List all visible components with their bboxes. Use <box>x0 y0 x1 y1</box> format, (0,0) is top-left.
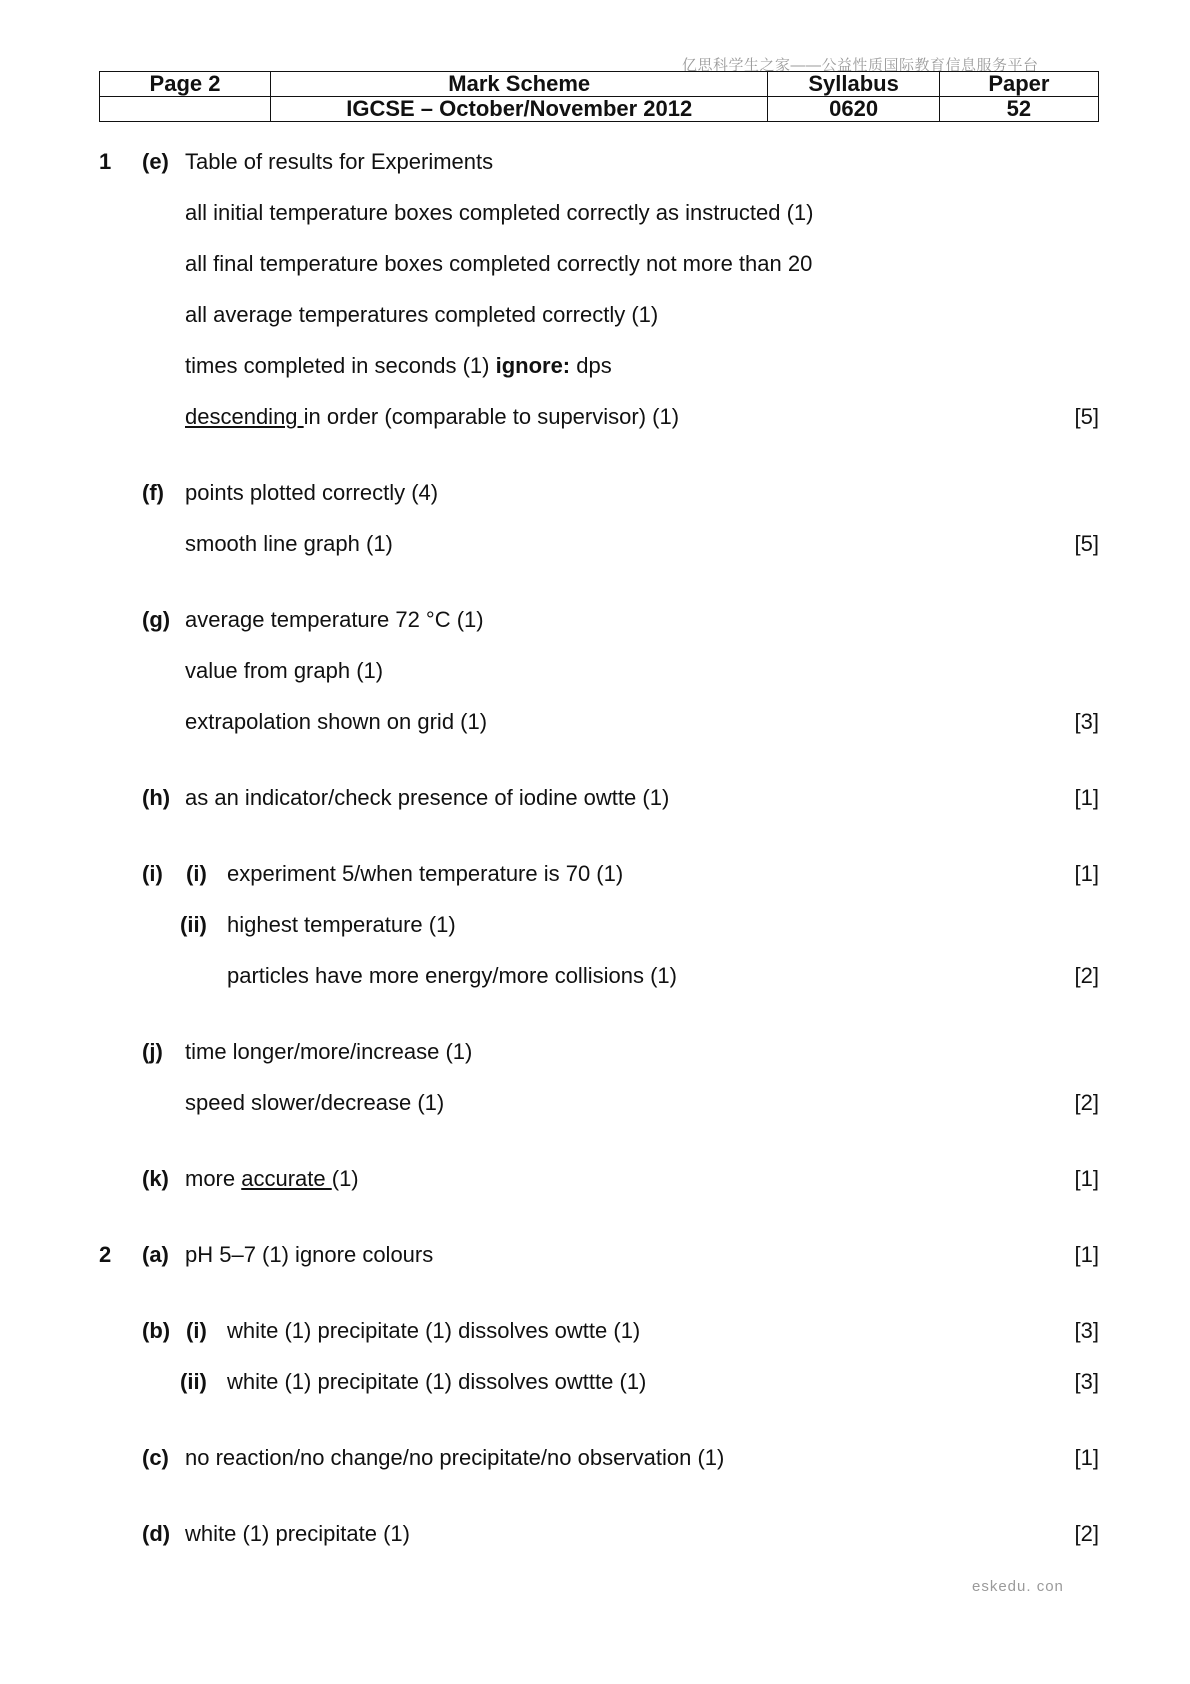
q1-e-row-6 <box>0 402 1190 432</box>
q1-g-row-1 <box>0 605 1190 635</box>
subpart-label: (ii) <box>180 1369 207 1394</box>
answer-text: all initial temperature boxes completed correctly as instructed (1) <box>185 200 814 225</box>
q2-c-row-1 <box>0 1443 1190 1473</box>
header-title: Mark Scheme <box>271 72 768 97</box>
header-exam: IGCSE – October/November 2012 <box>271 97 768 122</box>
header-paper-label: Paper <box>939 72 1098 97</box>
part-label: (k) <box>142 1166 169 1191</box>
answer-text <box>185 402 679 432</box>
answer-text: extrapolation shown on grid (1) <box>185 709 488 734</box>
answer-text <box>185 351 612 381</box>
mark-allocation: [5] <box>1074 531 1099 556</box>
q1-j-row-2 <box>0 1088 1190 1118</box>
q1-i-row-2 <box>0 910 1190 940</box>
q1-h-row-1 <box>0 783 1190 813</box>
header-page: Page 2 <box>100 72 271 97</box>
answer-text-part: (1) <box>331 1166 359 1191</box>
answer-text: Table of results for Experiments <box>185 149 494 174</box>
mark-allocation: [2] <box>1074 963 1099 988</box>
answer-text: smooth line graph (1) <box>185 531 393 556</box>
answer-text: highest temperature (1) <box>227 912 456 937</box>
q1-i-row-3 <box>0 961 1190 991</box>
answer-text: as an indicator/check presence of iodine owtte (1) <box>185 785 670 810</box>
header-table <box>99 71 1099 122</box>
q2-a-row-1 <box>0 1240 1190 1270</box>
q1-e-row-4 <box>0 300 1190 330</box>
subpart-label: (i) <box>186 861 207 886</box>
part-label: (f) <box>142 480 164 505</box>
part-label: (d) <box>142 1521 171 1546</box>
answer-text: all final temperature boxes completed correctly not more than 20 <box>185 251 813 276</box>
answer-text: white (1) precipitate (1) dissolves owttte (1) <box>227 1369 647 1394</box>
q1-i-row-1 <box>0 859 1190 889</box>
answer-text-part: in order (comparable to supervisor) (1) <box>303 404 680 429</box>
part-label: (e) <box>142 149 169 174</box>
part-label: (h) <box>142 785 171 810</box>
part-label: (a) <box>142 1242 169 1267</box>
underlined-keyword: accurate <box>241 1166 332 1191</box>
part-label: (i) <box>142 861 163 886</box>
q1-f-row-2 <box>0 529 1190 559</box>
mark-allocation: [5] <box>1074 404 1099 429</box>
underlined-keyword: descending <box>185 404 304 429</box>
answer-text: speed slower/decrease (1) <box>185 1090 445 1115</box>
q1-e-row-3 <box>0 249 1190 279</box>
answer-text: no reaction/no change/no precipitate/no observation (1) <box>185 1445 725 1470</box>
q1-e-row-2 <box>0 198 1190 228</box>
answer-text: value from graph (1) <box>185 658 384 683</box>
part-label: (j) <box>142 1039 163 1064</box>
q2-b-row-2 <box>0 1367 1190 1397</box>
answer-text: experiment 5/when temperature is 70 (1) <box>227 861 624 886</box>
q1-e-row-1 <box>0 147 1190 177</box>
header-syllabus-label: Syllabus <box>768 72 939 97</box>
answer-text: all average temperatures completed correctly (1) <box>185 302 659 327</box>
mark-allocation: [1] <box>1074 1242 1099 1267</box>
mark-allocation: [1] <box>1074 785 1099 810</box>
q1-j-row-1 <box>0 1037 1190 1067</box>
q1-e-row-5 <box>0 351 1190 381</box>
watermark-bottom: eskedu. con <box>972 1578 1064 1595</box>
q2-b-row-1 <box>0 1316 1190 1346</box>
header-empty-cell <box>100 97 271 122</box>
part-label: (g) <box>142 607 171 632</box>
header-paper: 52 <box>939 97 1098 122</box>
question-number: 2 <box>99 1242 112 1267</box>
q1-g-row-3 <box>0 707 1190 737</box>
answer-text-part: more <box>185 1166 242 1191</box>
mark-allocation: [2] <box>1074 1090 1099 1115</box>
answer-text: time longer/more/increase (1) <box>185 1039 473 1064</box>
subpart-label: (i) <box>186 1318 207 1343</box>
q1-f-row-1 <box>0 478 1190 508</box>
mark-allocation: [3] <box>1074 1369 1099 1394</box>
answer-text: average temperature 72 °C (1) <box>185 607 484 632</box>
answer-text-part: times completed in seconds (1) <box>185 353 496 378</box>
answer-text <box>185 1164 359 1194</box>
ignore-keyword: ignore: <box>495 353 571 378</box>
part-label: (c) <box>142 1445 169 1470</box>
question-number: 1 <box>99 149 112 174</box>
mark-allocation: [3] <box>1074 1318 1099 1343</box>
mark-allocation: [1] <box>1074 861 1099 886</box>
mark-allocation: [1] <box>1074 1445 1099 1470</box>
mark-allocation: [3] <box>1074 709 1099 734</box>
answer-text: white (1) precipitate (1) dissolves owtte (1) <box>227 1318 641 1343</box>
watermark-top: 亿思科学生之家——公益性质国际教育信息服务平台 <box>682 57 1039 74</box>
part-label: (b) <box>142 1318 171 1343</box>
answer-text: pH 5–7 (1) ignore colours <box>185 1242 434 1267</box>
header-syllabus: 0620 <box>768 97 939 122</box>
subpart-label: (ii) <box>180 912 207 937</box>
q1-g-row-2 <box>0 656 1190 686</box>
mark-allocation: [2] <box>1074 1521 1099 1546</box>
q2-d-row-1 <box>0 1519 1190 1549</box>
answer-text: particles have more energy/more collisions (1) <box>227 963 677 988</box>
answer-text-part: dps <box>570 353 612 378</box>
answer-text: points plotted correctly (4) <box>185 480 439 505</box>
q1-k-row-1 <box>0 1164 1190 1194</box>
mark-allocation: [1] <box>1074 1166 1099 1191</box>
answer-text: white (1) precipitate (1) <box>185 1521 410 1546</box>
